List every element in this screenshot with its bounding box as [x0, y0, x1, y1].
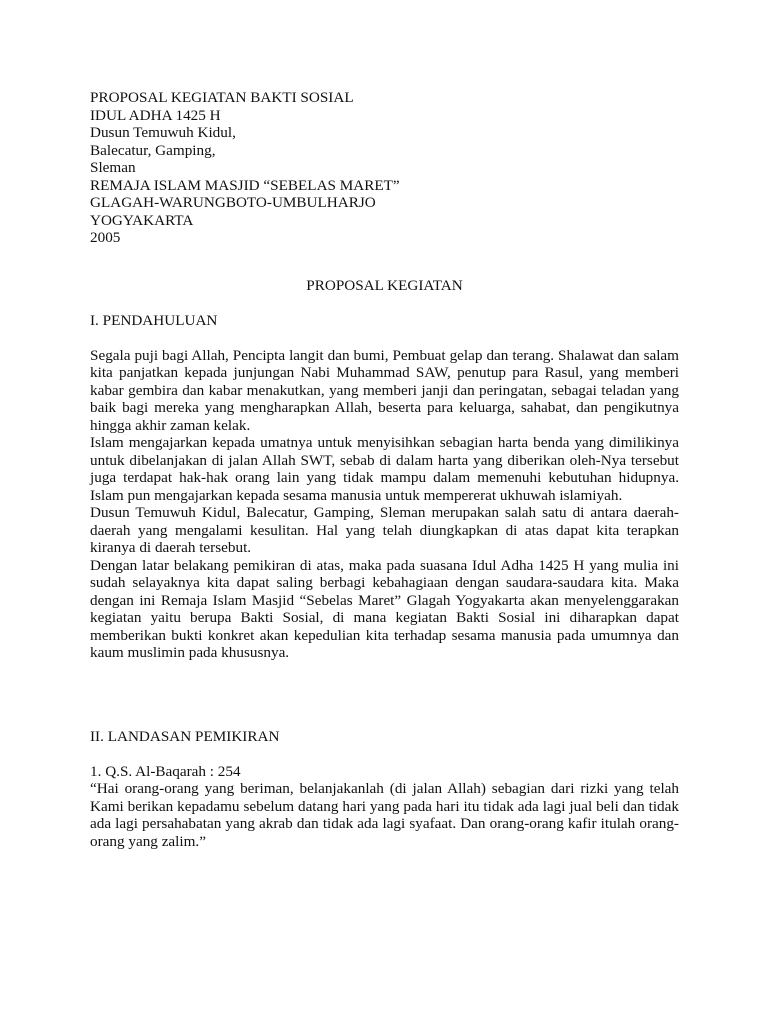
- document-title: PROPOSAL KEGIATAN: [306, 276, 463, 294]
- paragraph: Dengan latar belakang pemikiran di atas, maka pada suasana Idul Adha 1425 H yang mulia ini sudah selayaknya kita dapat saling berbagi kebahagiaan dengan saudara-saudara kita. Maka dengan ini Remaja Islam Masjid “Sebelas Maret” Glagah Yogyakarta akan menyelenggarakan kegiatan yaitu berupa Bakti Sosial, di mana kegiatan Bakti Sosial ini diharapkan dapat memberikan bukti konkret akan kepedulian kita terhadap sesama manusia pada umumnya dan kaum muslimin pada khususnya.: [90, 556, 679, 661]
- paragraph: Dusun Temuwuh Kidul, Balecatur, Gamping, Sleman merupakan salah satu di antara daerah-daerah yang mengalami kesulitan. Hal yang telah diungkapkan di atas dapat kita terapkan kiranya di daerah tersebut.: [90, 504, 679, 556]
- section-body-pendahuluan: [90, 347, 679, 662]
- proposal-header: [90, 89, 679, 247]
- header-title: PROPOSAL KEGIATAN BAKTI SOSIAL: [90, 89, 354, 106]
- quran-quote: “Hai orang-orang yang beriman, belanjakanlah (di jalan Allah) sebagian dari rizki yang telah Kami berikan kepadamu sebelum datang hari yang pada hari itu tidak ada lagi jual beli dan tidak ada lagi persahabatan yang akrab dan tidak ada lagi syafaat. Dan orang-orang kafir itulah orang-orang yang zalim.”: [90, 780, 679, 850]
- header-organization: REMAJA ISLAM MASJID “SEBELAS MARET”: [90, 176, 400, 194]
- header-event: IDUL ADHA 1425 H: [90, 106, 221, 124]
- header-address: GLAGAH-WARUNGBOTO-UMBULHARJO: [90, 194, 376, 211]
- section-heading-pendahuluan: I. PENDAHULUAN: [90, 311, 218, 329]
- header-location-line-2: Balecatur, Gamping,: [90, 141, 216, 159]
- paragraph: Segala puji bagi Allah, Pencipta langit dan bumi, Pembuat gelap dan terang. Shalawat dan salam kita panjatkan kepada junjungan Nabi Muhammad SAW, penutup para Rasul, yang memberi kabar gembira dan kabar menakutkan, yang memberi janji dan peringatan, sebagai teladan yang baik bagi mereka yang mengharapkan Allah, beserta para keluarga, sahabat, dan pengikutnya hingga akhir zaman kelak.: [90, 346, 679, 434]
- paragraph: Islam mengajarkan kepada umatnya untuk menyisihkan sebagian harta benda yang dimilikinya untuk dibelanjakan di jalan Allah SWT, sebab di dalam harta yang diberikan oleh-Nya tersebut juga terdapat hak-hak orang lain yang tidak mampu dalam memenuhi kebutuhan hidupnya. Islam pun mengajarkan kepada sesama manusia untuk mempererat ukhuwah islamiyah.: [90, 434, 679, 504]
- header-location-line-1: Dusun Temuwuh Kidul,: [90, 124, 236, 141]
- header-city: YOGYAKARTA: [90, 211, 194, 229]
- section-heading-landasan: II. LANDASAN PEMIKIRAN: [90, 727, 280, 745]
- document-page: [90, 89, 679, 850]
- header-location-line-3: Sleman: [90, 159, 136, 176]
- quran-reference: 1. Q.S. Al-Baqarah : 254: [90, 762, 241, 780]
- header-year: 2005: [90, 229, 121, 246]
